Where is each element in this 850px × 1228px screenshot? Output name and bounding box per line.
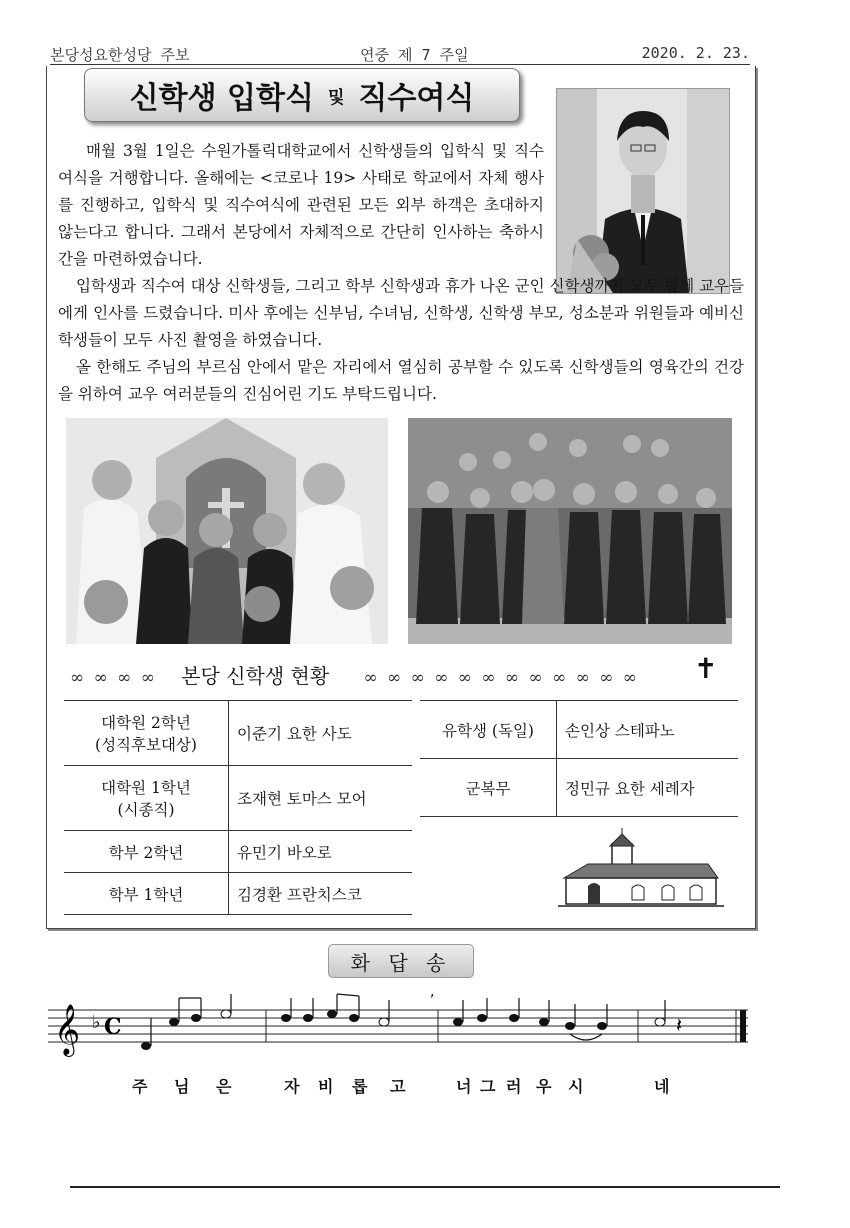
- lyric-syllable: 우: [536, 1077, 552, 1096]
- name-cell: 유민기 바오로: [229, 831, 413, 873]
- group-photo-all-seminarians: [408, 418, 732, 644]
- grade-cell: 학부 2학년: [64, 831, 229, 873]
- lyric-syllable: 자: [284, 1077, 300, 1096]
- group-photo-priests-seminarians: [66, 418, 388, 644]
- lyric-syllable: 너: [456, 1077, 472, 1096]
- infinity-ornament-left: ∞ ∞ ∞ ∞: [70, 668, 157, 688]
- parish-name: 본당성요한성당 주보: [50, 46, 190, 64]
- title-part-a: 신학생 입학식: [129, 81, 314, 116]
- seminarian-status-heading: [70, 660, 710, 690]
- article-title: [84, 68, 520, 122]
- grade-cell: 유학생 (독일): [420, 701, 557, 759]
- seminarian-table-left: [64, 700, 412, 915]
- lyric-syllable: 롭: [352, 1077, 368, 1096]
- name-cell: 손인상 스테파노: [557, 701, 739, 759]
- svg-text:,: ,: [430, 984, 435, 1000]
- article-paragraph-1: 매월 3월 1일은 수원가톨릭대학교에서 신학생들의 입학식 및 직수여식을 거행합니다. 올해에는 <코로나 19> 사태로 학교에서 자체 행사를 진행하고, 입학식 및 직수여식에 관련된 모든 외부 하객은 초대하지 않는다고 합니다. 그래서 본당에서 자체적으로 간단히 인사하는 축하시간을 마련하였습니다.: [58, 142, 544, 268]
- lyric-syllable: 은: [216, 1077, 232, 1096]
- lyric-syllable: 그: [480, 1077, 496, 1096]
- svg-text:♭: ♭: [92, 1012, 101, 1033]
- section-title: 본당 신학생 현황: [181, 664, 330, 688]
- seminarian-table-right: [420, 700, 738, 817]
- table-row: [64, 873, 412, 915]
- table-row: [64, 766, 412, 831]
- name-cell: 정민규 요한 세례자: [557, 759, 739, 817]
- cross-icon: ✝: [694, 652, 718, 685]
- title-part-b: 직수여식: [358, 81, 475, 116]
- title-and: 및: [327, 87, 345, 108]
- infinity-ornament-right: ∞ ∞ ∞ ∞ ∞ ∞ ∞ ∞ ∞ ∞ ∞ ∞: [363, 668, 639, 688]
- article-paragraph-2: 입학생과 직수여 대상 신학생들, 그리고 학부 신학생과 휴가 나온 군인 신학생까지 모두 함께 교우들에게 인사를 드렸습니다. 미사 후에는 신부님, 수녀님, 신학생, 신학생 부모, 성소분과 위원들과 예비신학생들이 모두 사진 촬영을 하였습니다.: [58, 277, 744, 349]
- lyric-syllable: 시: [568, 1077, 584, 1096]
- table-row: [420, 759, 738, 817]
- name-cell: 이준기 요한 사도: [229, 701, 413, 766]
- lyric-syllable: 러: [506, 1077, 522, 1096]
- grade-sub-label: (시종직): [117, 801, 175, 819]
- lyric-syllable: 비: [318, 1077, 334, 1096]
- grade-label: 대학원 1학년: [101, 779, 191, 797]
- table-row: [420, 701, 738, 759]
- grade-cell: 학부 1학년: [64, 873, 229, 915]
- seminarian-portrait-photo: [556, 88, 730, 294]
- music-staff: [48, 984, 752, 1058]
- grade-cell: [64, 766, 229, 831]
- svg-text:C: C: [104, 1014, 122, 1040]
- bulletin-header: [50, 44, 750, 66]
- lyric-syllable: 네: [654, 1077, 670, 1096]
- church-illustration: [558, 834, 724, 908]
- lyric-syllable: 고: [390, 1077, 406, 1096]
- table-row: [64, 701, 412, 766]
- name-cell: 김경환 프란치스코: [229, 873, 413, 915]
- grade-label: 대학원 2학년: [101, 714, 191, 732]
- lyric-syllable: 님: [174, 1077, 190, 1096]
- grade-cell: [64, 701, 229, 766]
- liturgical-week: 연중 제 7 주일: [360, 46, 469, 64]
- lyric-syllable: 주: [132, 1077, 148, 1096]
- responsorial-psalm-label: 화 답 송: [328, 944, 474, 978]
- grade-sub-label: (성직후보대상): [95, 736, 197, 754]
- footer-divider: [70, 1186, 780, 1188]
- svg-text:𝄽: 𝄽: [676, 1013, 683, 1037]
- article-paragraph-3: 올 한해도 주님의 부르심 안에서 맡은 자리에서 열심히 공부할 수 있도록 신학생들의 영육간의 건강을 위하여 교우 여러분들의 진심어린 기도 부탁드립니다.: [58, 358, 744, 403]
- bulletin-date: 2020. 2. 23.: [641, 44, 750, 62]
- svg-text:𝄞: 𝄞: [54, 1004, 81, 1055]
- table-row: [64, 831, 412, 873]
- header-divider: [50, 64, 750, 65]
- name-cell: 조재현 토마스 모어: [229, 766, 413, 831]
- grade-cell: 군복무: [420, 759, 557, 817]
